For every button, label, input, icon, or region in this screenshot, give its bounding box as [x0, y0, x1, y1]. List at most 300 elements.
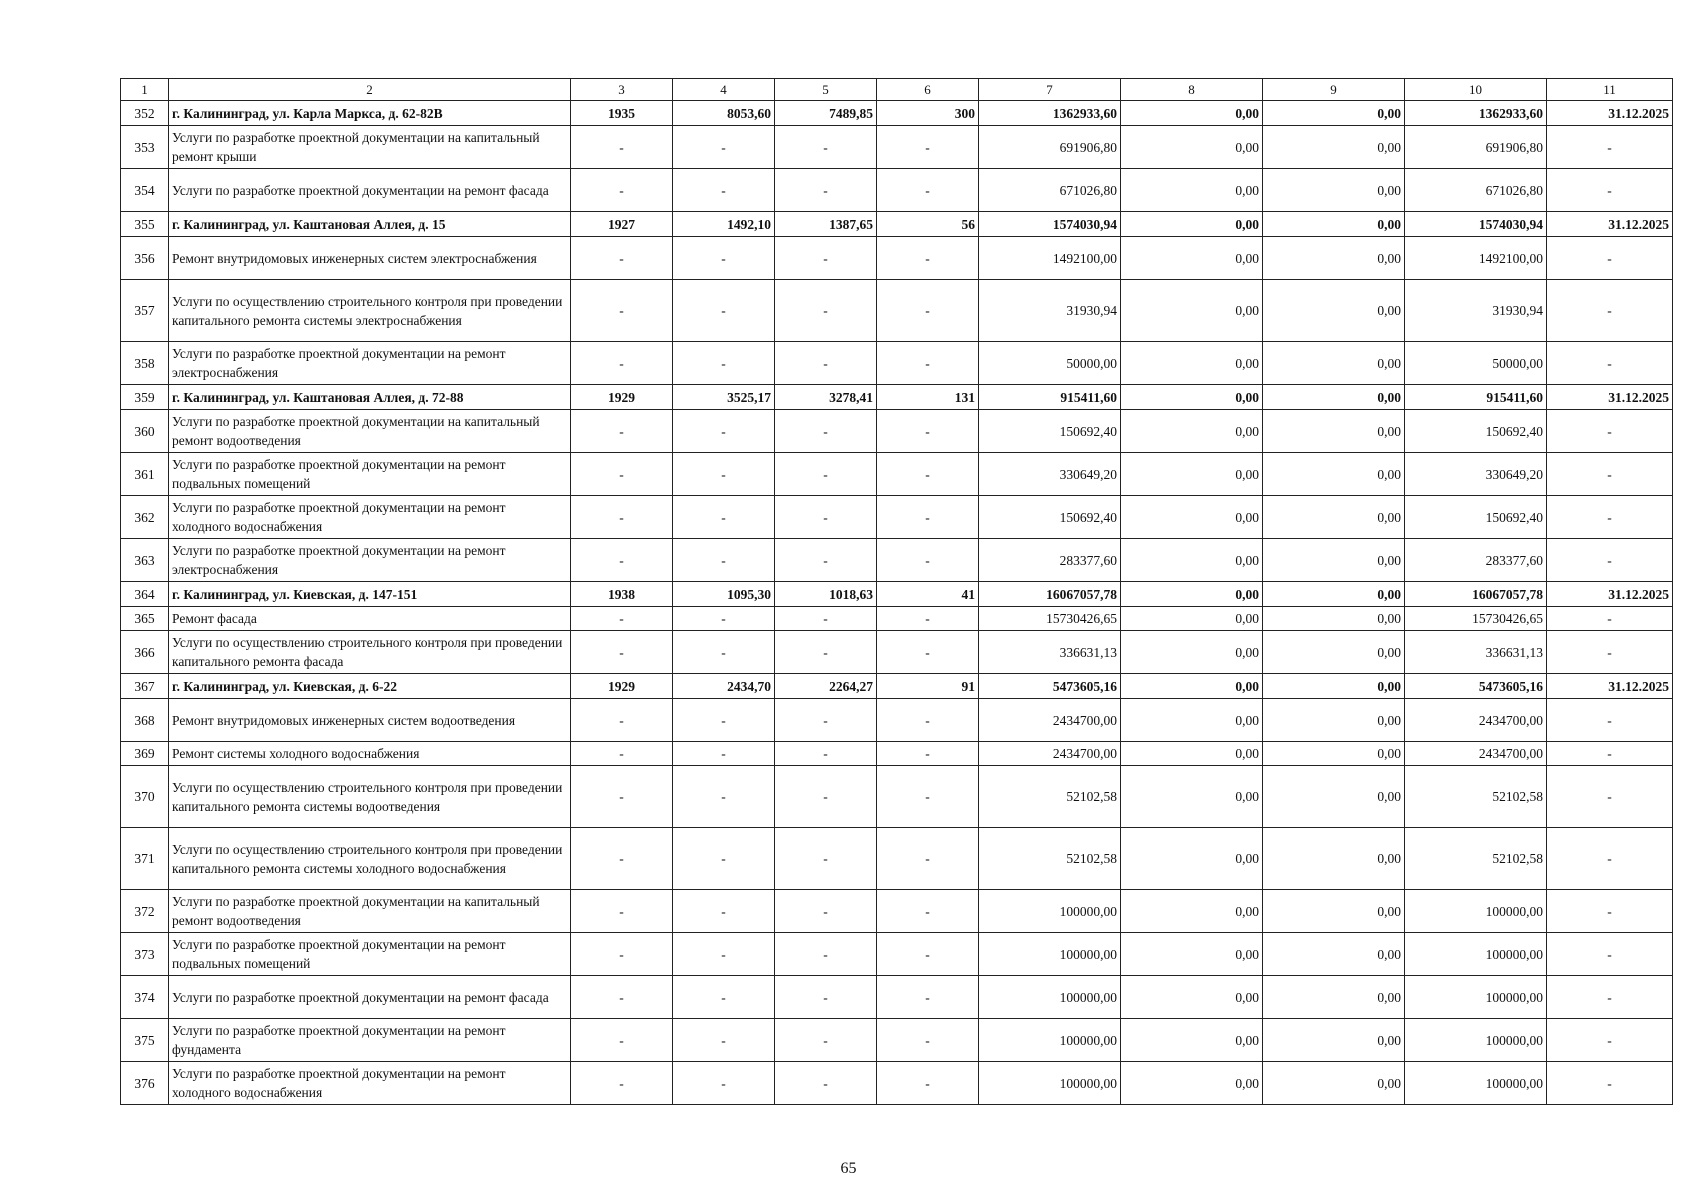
amount-col-8: 0,00	[1121, 342, 1263, 385]
cell-col-4: 1095,30	[673, 582, 775, 607]
completion-date: -	[1547, 631, 1673, 674]
completion-date: -	[1547, 742, 1673, 766]
cell-col-6: 131	[877, 385, 979, 410]
cell-col-6: -	[877, 539, 979, 582]
amount-col-10: 283377,60	[1405, 539, 1547, 582]
cell-col-5: -	[775, 828, 877, 890]
cell-col-4: -	[673, 237, 775, 280]
work-description: Услуги по осуществлению строительного контроля при проведении капитального ремонта системы холодного водоснабжения	[169, 828, 571, 890]
amount-col-7: 915411,60	[979, 385, 1121, 410]
row-number: 364	[121, 582, 169, 607]
amount-col-7: 100000,00	[979, 1019, 1121, 1062]
amount-col-8: 0,00	[1121, 212, 1263, 237]
table-row	[121, 742, 1673, 766]
amount-col-7: 2434700,00	[979, 742, 1121, 766]
table-row	[121, 1062, 1673, 1105]
cell-col-4: -	[673, 976, 775, 1019]
amount-col-10: 16067057,78	[1405, 582, 1547, 607]
amount-col-8: 0,00	[1121, 280, 1263, 342]
amount-col-9: 0,00	[1263, 828, 1405, 890]
completion-date: -	[1547, 890, 1673, 933]
amount-col-9: 0,00	[1263, 101, 1405, 126]
row-number: 358	[121, 342, 169, 385]
table-row	[121, 342, 1673, 385]
row-number: 375	[121, 1019, 169, 1062]
column-header-10: 10	[1405, 79, 1547, 101]
amount-col-10: 1492100,00	[1405, 237, 1547, 280]
work-description: Услуги по разработке проектной документации на ремонт фасада	[169, 169, 571, 212]
cell-col-4: -	[673, 933, 775, 976]
cell-col-4: -	[673, 699, 775, 742]
completion-date: -	[1547, 699, 1673, 742]
amount-col-7: 671026,80	[979, 169, 1121, 212]
table-row	[121, 976, 1673, 1019]
amount-col-10: 100000,00	[1405, 933, 1547, 976]
row-number: 360	[121, 410, 169, 453]
amount-col-7: 15730426,65	[979, 607, 1121, 631]
amount-col-9: 0,00	[1263, 976, 1405, 1019]
completion-date: -	[1547, 766, 1673, 828]
cell-col-3: -	[571, 1062, 673, 1105]
cell-col-4: -	[673, 169, 775, 212]
row-number: 359	[121, 385, 169, 410]
cell-col-4: -	[673, 1062, 775, 1105]
cell-col-6: -	[877, 933, 979, 976]
cell-col-3: -	[571, 539, 673, 582]
amount-col-9: 0,00	[1263, 539, 1405, 582]
cell-col-3: -	[571, 699, 673, 742]
amount-col-9: 0,00	[1263, 280, 1405, 342]
work-description: Услуги по разработке проектной документации на ремонт электроснабжения	[169, 539, 571, 582]
cell-col-3: -	[571, 453, 673, 496]
cell-col-5: -	[775, 742, 877, 766]
row-number: 355	[121, 212, 169, 237]
work-description: Услуги по осуществлению строительного контроля при проведении капитального ремонта фасада	[169, 631, 571, 674]
amount-col-8: 0,00	[1121, 607, 1263, 631]
work-description: Услуги по разработке проектной документации на ремонт фундамента	[169, 1019, 571, 1062]
table-row	[121, 890, 1673, 933]
cell-col-4: -	[673, 496, 775, 539]
amount-col-9: 0,00	[1263, 631, 1405, 674]
cell-col-4: -	[673, 766, 775, 828]
column-header-3: 3	[571, 79, 673, 101]
completion-date: 31.12.2025	[1547, 582, 1673, 607]
column-header-7: 7	[979, 79, 1121, 101]
amount-col-7: 5473605,16	[979, 674, 1121, 699]
cell-col-5: -	[775, 631, 877, 674]
completion-date: -	[1547, 453, 1673, 496]
cell-col-3: -	[571, 766, 673, 828]
cell-col-4: -	[673, 410, 775, 453]
cell-col-5: -	[775, 539, 877, 582]
amount-col-9: 0,00	[1263, 766, 1405, 828]
column-header-4: 4	[673, 79, 775, 101]
completion-date: -	[1547, 342, 1673, 385]
cell-col-4: -	[673, 342, 775, 385]
work-description: Услуги по разработке проектной документации на капитальный ремонт водоотведения	[169, 410, 571, 453]
table-row	[121, 280, 1673, 342]
cell-col-3: -	[571, 933, 673, 976]
cell-col-4: 8053,60	[673, 101, 775, 126]
cell-col-4: 2434,70	[673, 674, 775, 699]
amount-col-7: 336631,13	[979, 631, 1121, 674]
amount-col-10: 31930,94	[1405, 280, 1547, 342]
row-number: 370	[121, 766, 169, 828]
cell-col-5: 3278,41	[775, 385, 877, 410]
amount-col-9: 0,00	[1263, 742, 1405, 766]
amount-col-7: 150692,40	[979, 496, 1121, 539]
amount-col-10: 1362933,60	[1405, 101, 1547, 126]
cell-col-3: 1929	[571, 385, 673, 410]
cell-col-5: -	[775, 410, 877, 453]
cell-col-5: -	[775, 1062, 877, 1105]
cell-col-4: -	[673, 1019, 775, 1062]
row-number: 366	[121, 631, 169, 674]
address-name: г. Калининград, ул. Каштановая Аллея, д. 15	[169, 212, 571, 237]
completion-date: -	[1547, 169, 1673, 212]
row-number: 357	[121, 280, 169, 342]
amount-col-10: 52102,58	[1405, 828, 1547, 890]
amount-col-10: 100000,00	[1405, 976, 1547, 1019]
table-row	[121, 539, 1673, 582]
amount-col-7: 150692,40	[979, 410, 1121, 453]
work-description: Услуги по разработке проектной документации на капитальный ремонт водоотведения	[169, 890, 571, 933]
cell-col-3: 1927	[571, 212, 673, 237]
cell-col-6: 91	[877, 674, 979, 699]
amount-col-9: 0,00	[1263, 212, 1405, 237]
amount-col-7: 16067057,78	[979, 582, 1121, 607]
cell-col-3: -	[571, 631, 673, 674]
amount-col-9: 0,00	[1263, 496, 1405, 539]
completion-date: -	[1547, 496, 1673, 539]
work-description: Ремонт фасада	[169, 607, 571, 631]
cell-col-5: -	[775, 933, 877, 976]
cell-col-3: 1935	[571, 101, 673, 126]
amount-col-8: 0,00	[1121, 237, 1263, 280]
table-row	[121, 631, 1673, 674]
amount-col-8: 0,00	[1121, 1019, 1263, 1062]
cell-col-4: 3525,17	[673, 385, 775, 410]
cell-col-3: -	[571, 342, 673, 385]
cell-col-4: -	[673, 631, 775, 674]
completion-date: -	[1547, 126, 1673, 169]
amount-col-10: 5473605,16	[1405, 674, 1547, 699]
address-row	[121, 674, 1673, 699]
column-header-2: 2	[169, 79, 571, 101]
cell-col-3: -	[571, 496, 673, 539]
row-number: 371	[121, 828, 169, 890]
amount-col-7: 2434700,00	[979, 699, 1121, 742]
amount-col-9: 0,00	[1263, 385, 1405, 410]
cell-col-6: -	[877, 631, 979, 674]
cell-col-6: -	[877, 1019, 979, 1062]
row-number: 354	[121, 169, 169, 212]
completion-date: -	[1547, 933, 1673, 976]
cell-col-6: 56	[877, 212, 979, 237]
completion-date: -	[1547, 828, 1673, 890]
amount-col-8: 0,00	[1121, 169, 1263, 212]
amount-col-8: 0,00	[1121, 453, 1263, 496]
row-number: 353	[121, 126, 169, 169]
cell-col-6: -	[877, 699, 979, 742]
cell-col-4: -	[673, 828, 775, 890]
amount-col-7: 1362933,60	[979, 101, 1121, 126]
cell-col-4: -	[673, 453, 775, 496]
row-number: 373	[121, 933, 169, 976]
amount-col-10: 15730426,65	[1405, 607, 1547, 631]
completion-date: 31.12.2025	[1547, 101, 1673, 126]
amount-col-8: 0,00	[1121, 101, 1263, 126]
amount-col-10: 336631,13	[1405, 631, 1547, 674]
amount-col-8: 0,00	[1121, 976, 1263, 1019]
amount-col-8: 0,00	[1121, 582, 1263, 607]
amount-col-7: 100000,00	[979, 933, 1121, 976]
work-description: Ремонт внутридомовых инженерных систем водоотведения	[169, 699, 571, 742]
amount-col-8: 0,00	[1121, 699, 1263, 742]
cell-col-3: 1938	[571, 582, 673, 607]
amount-col-7: 1574030,94	[979, 212, 1121, 237]
table-row	[121, 237, 1673, 280]
amount-col-7: 100000,00	[979, 1062, 1121, 1105]
cell-col-5: -	[775, 976, 877, 1019]
amount-col-7: 1492100,00	[979, 237, 1121, 280]
cell-col-6: 41	[877, 582, 979, 607]
cell-col-5: -	[775, 169, 877, 212]
work-description: Услуги по разработке проектной документации на ремонт фасада	[169, 976, 571, 1019]
work-description: Услуги по разработке проектной документации на ремонт холодного водоснабжения	[169, 496, 571, 539]
amount-col-10: 671026,80	[1405, 169, 1547, 212]
address-name: г. Калининград, ул. Каштановая Аллея, д. 72-88	[169, 385, 571, 410]
amount-col-8: 0,00	[1121, 410, 1263, 453]
work-description: Ремонт системы холодного водоснабжения	[169, 742, 571, 766]
cell-col-4: 1492,10	[673, 212, 775, 237]
amount-col-9: 0,00	[1263, 674, 1405, 699]
address-row	[121, 385, 1673, 410]
completion-date: 31.12.2025	[1547, 674, 1673, 699]
row-number: 352	[121, 101, 169, 126]
work-description: Услуги по разработке проектной документации на ремонт подвальных помещений	[169, 933, 571, 976]
amount-col-8: 0,00	[1121, 742, 1263, 766]
cell-col-5: 1018,63	[775, 582, 877, 607]
page-number: 65	[840, 1160, 857, 1177]
address-row	[121, 212, 1673, 237]
cell-col-5: -	[775, 607, 877, 631]
capital-repair-table	[120, 78, 1673, 1105]
amount-col-9: 0,00	[1263, 169, 1405, 212]
column-header-9: 9	[1263, 79, 1405, 101]
cell-col-3: -	[571, 237, 673, 280]
cell-col-6: -	[877, 126, 979, 169]
amount-col-8: 0,00	[1121, 890, 1263, 933]
completion-date: -	[1547, 607, 1673, 631]
table-row	[121, 607, 1673, 631]
amount-col-9: 0,00	[1263, 890, 1405, 933]
completion-date: -	[1547, 539, 1673, 582]
amount-col-8: 0,00	[1121, 539, 1263, 582]
row-number: 361	[121, 453, 169, 496]
work-description: Услуги по разработке проектной документации на капитальный ремонт крыши	[169, 126, 571, 169]
amount-col-7: 100000,00	[979, 976, 1121, 1019]
amount-col-8: 0,00	[1121, 933, 1263, 976]
cell-col-3: 1929	[571, 674, 673, 699]
completion-date: -	[1547, 410, 1673, 453]
amount-col-10: 150692,40	[1405, 410, 1547, 453]
cell-col-5: -	[775, 890, 877, 933]
amount-col-7: 330649,20	[979, 453, 1121, 496]
cell-col-4: -	[673, 742, 775, 766]
amount-col-7: 691906,80	[979, 126, 1121, 169]
cell-col-5: -	[775, 496, 877, 539]
column-header-6: 6	[877, 79, 979, 101]
cell-col-6: 300	[877, 101, 979, 126]
row-number: 356	[121, 237, 169, 280]
cell-col-3: -	[571, 169, 673, 212]
amount-col-9: 0,00	[1263, 342, 1405, 385]
cell-col-6: -	[877, 453, 979, 496]
row-number: 367	[121, 674, 169, 699]
cell-col-5: -	[775, 237, 877, 280]
amount-col-8: 0,00	[1121, 674, 1263, 699]
amount-col-8: 0,00	[1121, 496, 1263, 539]
amount-col-7: 52102,58	[979, 828, 1121, 890]
cell-col-6: -	[877, 828, 979, 890]
column-header-1: 1	[121, 79, 169, 101]
amount-col-10: 330649,20	[1405, 453, 1547, 496]
work-description: Услуги по разработке проектной документации на ремонт холодного водоснабжения	[169, 1062, 571, 1105]
cell-col-3: -	[571, 607, 673, 631]
amount-col-10: 150692,40	[1405, 496, 1547, 539]
table-row	[121, 828, 1673, 890]
amount-col-10: 100000,00	[1405, 1019, 1547, 1062]
work-description: Ремонт внутридомовых инженерных систем электроснабжения	[169, 237, 571, 280]
completion-date: -	[1547, 976, 1673, 1019]
amount-col-7: 100000,00	[979, 890, 1121, 933]
cell-col-3: -	[571, 126, 673, 169]
work-description: Услуги по осуществлению строительного контроля при проведении капитального ремонта системы электроснабжения	[169, 280, 571, 342]
address-name: г. Калининград, ул. Карла Маркса, д. 62-82В	[169, 101, 571, 126]
row-number: 372	[121, 890, 169, 933]
amount-col-9: 0,00	[1263, 453, 1405, 496]
cell-col-5: -	[775, 342, 877, 385]
amount-col-10: 2434700,00	[1405, 699, 1547, 742]
cell-col-4: -	[673, 607, 775, 631]
amount-col-10: 691906,80	[1405, 126, 1547, 169]
cell-col-3: -	[571, 742, 673, 766]
cell-col-3: -	[571, 890, 673, 933]
amount-col-8: 0,00	[1121, 631, 1263, 674]
cell-col-3: -	[571, 280, 673, 342]
table-row	[121, 453, 1673, 496]
amount-col-9: 0,00	[1263, 699, 1405, 742]
cell-col-6: -	[877, 742, 979, 766]
cell-col-3: -	[571, 410, 673, 453]
completion-date: -	[1547, 280, 1673, 342]
amount-col-10: 2434700,00	[1405, 742, 1547, 766]
cell-col-5: -	[775, 126, 877, 169]
table-row	[121, 1019, 1673, 1062]
work-description: Услуги по разработке проектной документации на ремонт подвальных помещений	[169, 453, 571, 496]
amount-col-10: 50000,00	[1405, 342, 1547, 385]
cell-col-6: -	[877, 1062, 979, 1105]
completion-date: -	[1547, 1062, 1673, 1105]
completion-date: -	[1547, 237, 1673, 280]
row-number: 376	[121, 1062, 169, 1105]
amount-col-9: 0,00	[1263, 410, 1405, 453]
cell-col-3: -	[571, 828, 673, 890]
cell-col-6: -	[877, 342, 979, 385]
work-description: Услуги по осуществлению строительного контроля при проведении капитального ремонта системы водоотведения	[169, 766, 571, 828]
amount-col-10: 52102,58	[1405, 766, 1547, 828]
completion-date: 31.12.2025	[1547, 385, 1673, 410]
cell-col-6: -	[877, 410, 979, 453]
address-row	[121, 582, 1673, 607]
cell-col-5: -	[775, 699, 877, 742]
cell-col-5: 7489,85	[775, 101, 877, 126]
cell-col-3: -	[571, 1019, 673, 1062]
amount-col-10: 915411,60	[1405, 385, 1547, 410]
amount-col-7: 52102,58	[979, 766, 1121, 828]
cell-col-5: -	[775, 280, 877, 342]
row-number: 363	[121, 539, 169, 582]
table-row	[121, 169, 1673, 212]
row-number: 368	[121, 699, 169, 742]
amount-col-8: 0,00	[1121, 126, 1263, 169]
amount-col-9: 0,00	[1263, 126, 1405, 169]
cell-col-4: -	[673, 890, 775, 933]
table-row	[121, 766, 1673, 828]
amount-col-7: 283377,60	[979, 539, 1121, 582]
completion-date: -	[1547, 1019, 1673, 1062]
column-header-8: 8	[1121, 79, 1263, 101]
work-description: Услуги по разработке проектной документации на ремонт электроснабжения	[169, 342, 571, 385]
address-row	[121, 101, 1673, 126]
amount-col-8: 0,00	[1121, 828, 1263, 890]
table-row	[121, 496, 1673, 539]
amount-col-10: 1574030,94	[1405, 212, 1547, 237]
cell-col-3: -	[571, 976, 673, 1019]
cell-col-5: -	[775, 1019, 877, 1062]
amount-col-9: 0,00	[1263, 933, 1405, 976]
cell-col-6: -	[877, 280, 979, 342]
amount-col-8: 0,00	[1121, 1062, 1263, 1105]
amount-col-10: 100000,00	[1405, 890, 1547, 933]
amount-col-8: 0,00	[1121, 766, 1263, 828]
row-number: 369	[121, 742, 169, 766]
amount-col-9: 0,00	[1263, 237, 1405, 280]
cell-col-4: -	[673, 539, 775, 582]
amount-col-7: 50000,00	[979, 342, 1121, 385]
amount-col-8: 0,00	[1121, 385, 1263, 410]
cell-col-5: 1387,65	[775, 212, 877, 237]
column-header-row	[121, 79, 1673, 101]
cell-col-6: -	[877, 766, 979, 828]
cell-col-4: -	[673, 280, 775, 342]
amount-col-10: 100000,00	[1405, 1062, 1547, 1105]
row-number: 374	[121, 976, 169, 1019]
table-row	[121, 933, 1673, 976]
cell-col-5: 2264,27	[775, 674, 877, 699]
address-name: г. Калининград, ул. Киевская, д. 6-22	[169, 674, 571, 699]
completion-date: 31.12.2025	[1547, 212, 1673, 237]
column-header-11: 11	[1547, 79, 1673, 101]
cell-col-5: -	[775, 766, 877, 828]
column-header-5: 5	[775, 79, 877, 101]
table-row	[121, 699, 1673, 742]
cell-col-6: -	[877, 237, 979, 280]
row-number: 365	[121, 607, 169, 631]
amount-col-9: 0,00	[1263, 1019, 1405, 1062]
cell-col-6: -	[877, 890, 979, 933]
